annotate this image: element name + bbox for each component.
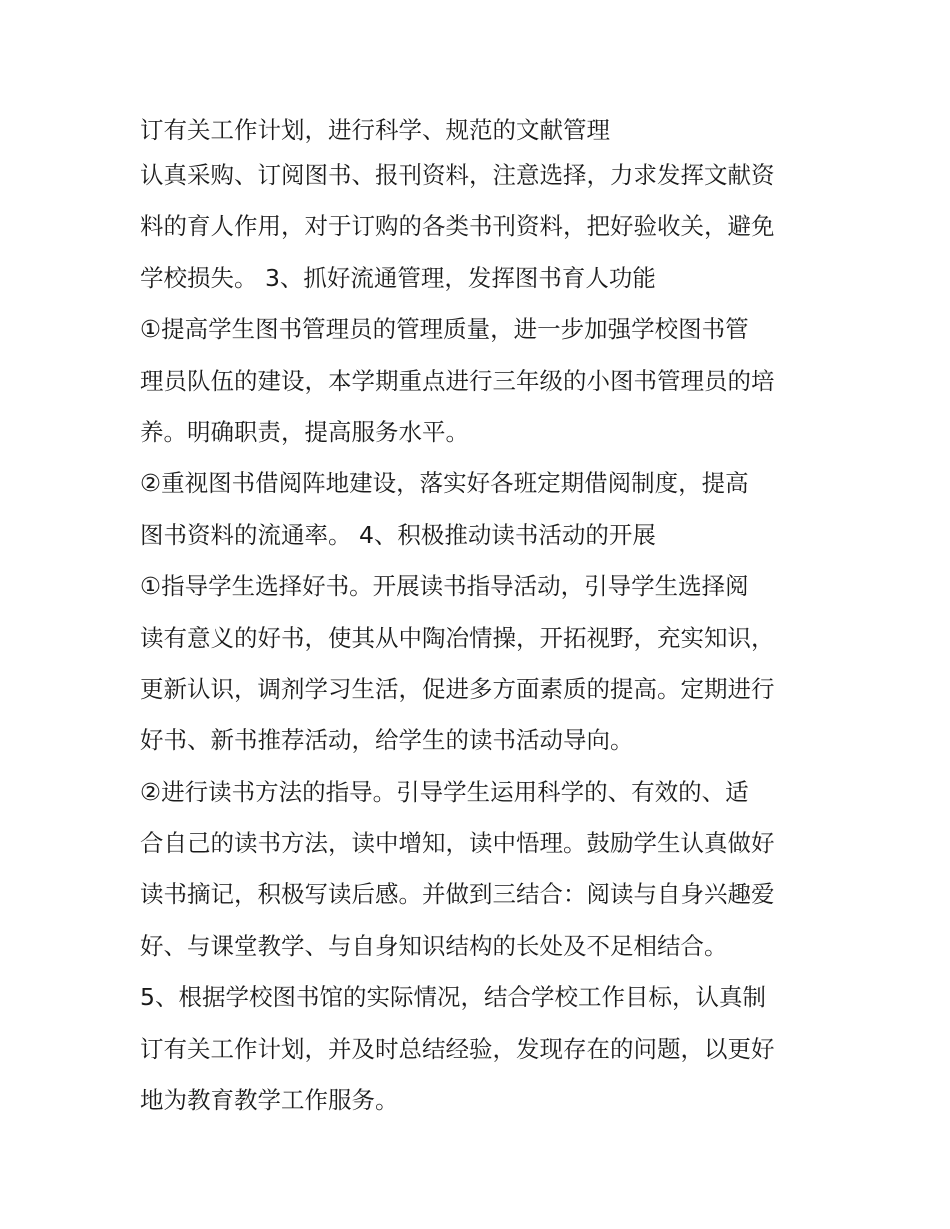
text-line: 5、根据学校图书馆的实际情况，结合学校工作目标，认真制 (140, 983, 766, 1012)
text-line: 认真采购、订阅图书、报刊资料，注意选择，力求发挥文献资 (140, 161, 775, 189)
text-line: 理员队伍的建设，本学期重点进行三年级的小图书管理员的培 (140, 366, 775, 395)
text-line: 地为教育教学工作服务。 (140, 1086, 399, 1115)
text-line: 料的育人作用，对于订购的各类书刊资料，把好验收关，避免 (140, 212, 775, 241)
text-line: 养。明确职责，提高服务水平。 (140, 417, 469, 446)
text-line: ②重视图书借阅阵地建设，落实好各班定期借阅制度，提高 (140, 469, 749, 498)
text-line: ②进行读书方法的指导。引导学生运用科学的、有效的、适 (140, 777, 749, 806)
text-line: 读有意义的好书，使其从中陶冶情操，开拓视野，充实知识， (140, 623, 775, 652)
text-line: 更新认识，调剂学习生活，促进多方面素质的提高。定期进行 (140, 674, 775, 703)
text-line: 合自己的读书方法，读中增知，读中悟理。鼓励学生认真做好 (140, 829, 775, 858)
text-line: ①提高学生图书管理员的管理质量，进一步加强学校图书管 (140, 315, 749, 344)
text-line: ①指导学生选择好书。开展读书指导活动，引导学生选择阅 (140, 572, 749, 601)
text-line: 好、与课堂教学、与自身知识结构的长处及不足相结合。 (140, 931, 728, 960)
text-line: 读书摘记，积极写读后感。并做到三结合：阅读与自身兴趣爱 (140, 880, 775, 909)
text-line: 订有关工作计划，并及时总结经验，发现存在的问题，以更好 (140, 1034, 775, 1063)
body-text (140, 110, 820, 1131)
text-line: 好书、新书推荐活动，给学生的读书活动导向。 (140, 726, 634, 755)
text-line: 学校损失。 3、抓好流通管理，发挥图书育人功能 (140, 263, 656, 292)
text-line: 图书资料的流通率。 4、积极推动读书活动的开展 (140, 520, 656, 549)
text-line: 订有关工作计划，进行科学、规范的文献管理 (140, 116, 610, 144)
